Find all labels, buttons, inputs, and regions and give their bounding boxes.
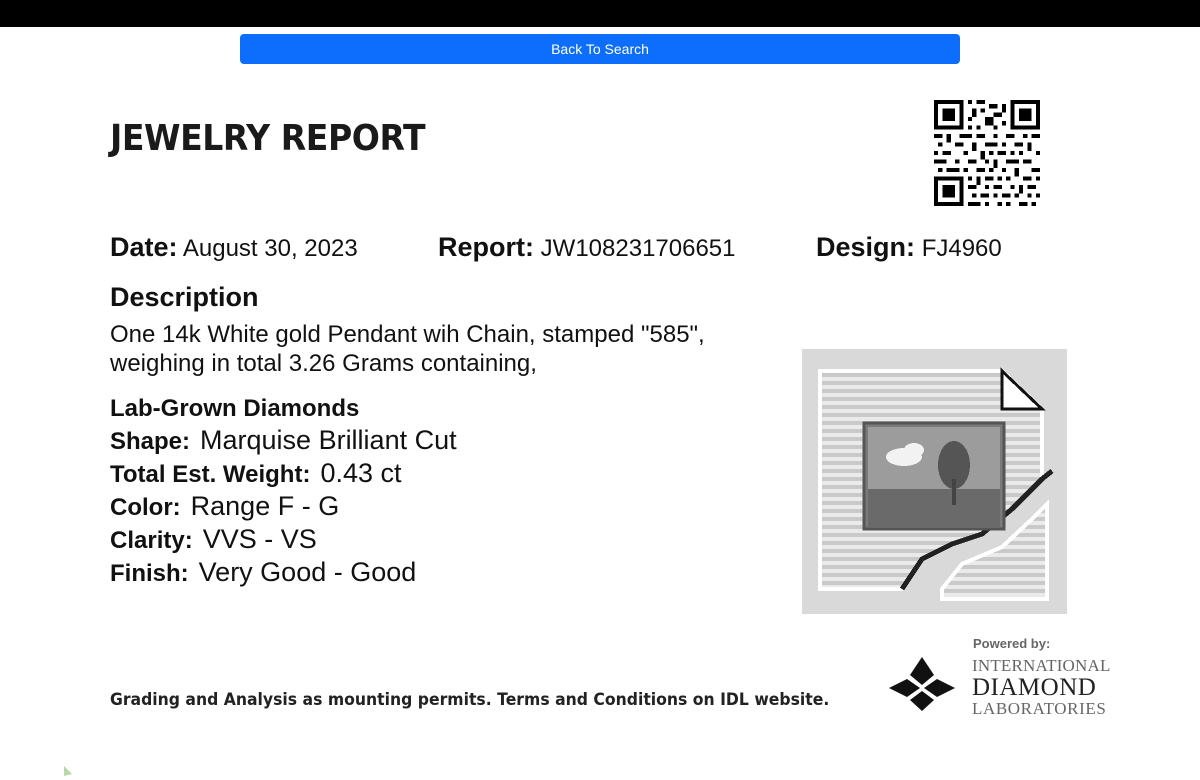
report-date <box>110 232 358 263</box>
weight-value: 0.43 ct <box>320 458 402 488</box>
corner-mark-icon <box>64 766 74 776</box>
shape-value: Marquise Brilliant Cut <box>200 425 457 455</box>
shape-label: Shape: <box>110 428 191 455</box>
idl-logo-icon <box>887 655 957 713</box>
diamonds-heading: Lab-Grown Diamonds <box>110 395 360 422</box>
weight-label: Total Est. Weight: <box>110 461 311 488</box>
color-label: Color: <box>110 494 181 521</box>
lab-name <box>972 657 1111 717</box>
qr-code-icon <box>934 100 1040 206</box>
report-design <box>816 232 1002 263</box>
description-heading: Description <box>110 282 259 312</box>
powered-by-label: Powered by: <box>973 636 1051 651</box>
disclaimer-text: Grading and Analysis as mounting permits. Terms and Conditions on IDL website. <box>110 690 830 710</box>
report-value: JW108231706651 <box>540 235 736 262</box>
design-label: Design: <box>816 232 916 262</box>
color-value: Range F - G <box>190 491 340 521</box>
design-value: FJ4960 <box>921 235 1002 262</box>
spec-color <box>110 491 339 522</box>
description-line-2: weighing in total 3.26 Grams containing, <box>110 350 537 377</box>
lab-name-line-3: LABORATORIES <box>972 699 1107 718</box>
spec-clarity <box>110 524 317 555</box>
description-line-1: One 14k White gold Pendant wih Chain, stamped "585", <box>110 321 705 348</box>
finish-value: Very Good - Good <box>198 557 417 587</box>
spec-shape <box>110 425 457 456</box>
clarity-label: Clarity: <box>110 527 193 554</box>
spec-finish <box>110 557 416 588</box>
date-value: August 30, 2023 <box>182 235 358 262</box>
report-label: Report: <box>438 232 534 262</box>
back-to-search-button[interactable]: Back To Search <box>240 34 960 64</box>
description-text <box>110 320 770 378</box>
lab-name-line-2: DIAMOND <box>972 674 1097 701</box>
spec-weight <box>110 458 402 489</box>
top-bar <box>0 0 1200 27</box>
clarity-value: VVS - VS <box>202 524 317 554</box>
finish-label: Finish: <box>110 560 189 587</box>
product-image <box>802 349 1067 614</box>
page-title: JEWELRY REPORT <box>110 118 426 159</box>
broken-image-icon <box>802 349 1067 614</box>
report-number <box>438 232 736 263</box>
date-label: Date: <box>110 232 178 262</box>
lab-name-line-1: INTERNATIONAL <box>972 656 1111 675</box>
